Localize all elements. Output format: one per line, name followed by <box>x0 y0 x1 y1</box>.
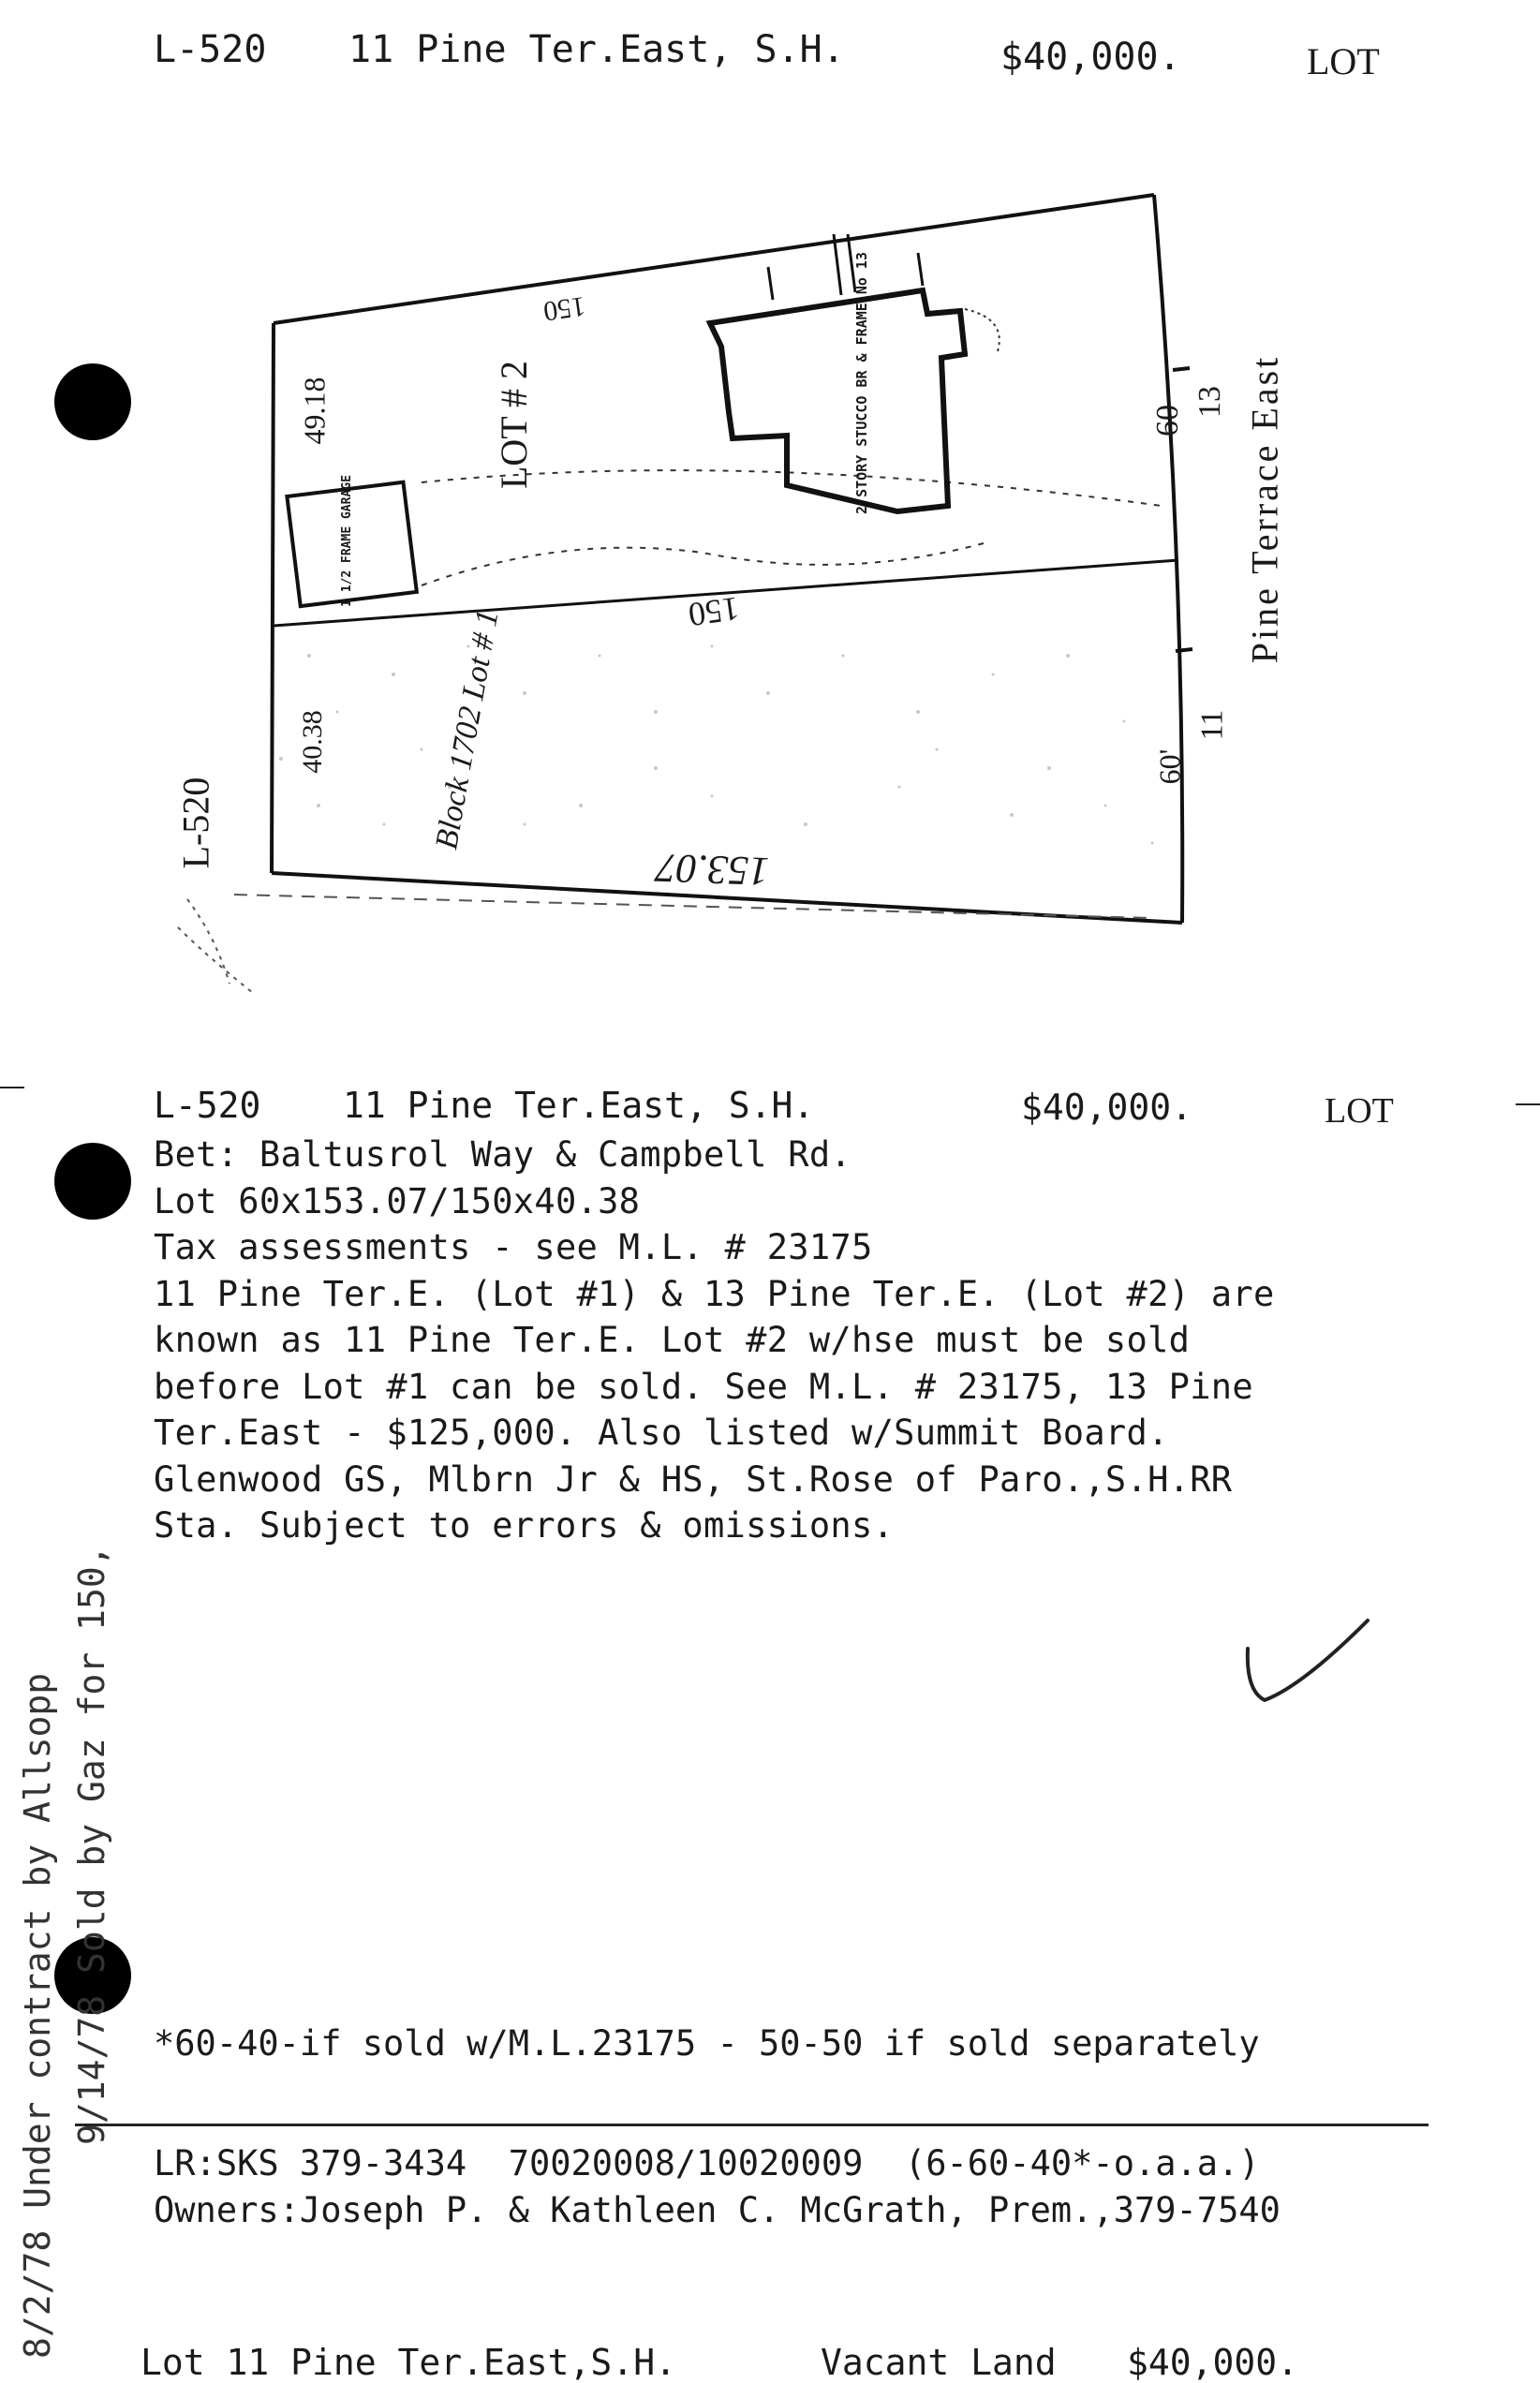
dim-mid: 150 <box>686 589 742 634</box>
detail-line: Ter.East - $125,000. Also listed w/Summit Board. <box>154 1413 1169 1453</box>
lot-1-shading <box>279 645 1154 845</box>
detail-line: Bet: Baltusrol Way & Campbell Rd. <box>154 1134 852 1175</box>
dim-lot1-left: 40.38 <box>296 710 328 774</box>
detail-line: Tax assessments - see M.L. # 23175 <box>154 1227 873 1267</box>
sold-note: 9/14/78 Sold by Gaz for 150, <box>71 1545 112 2145</box>
plot-plan-sketch <box>0 0 1540 1030</box>
detail-line: Sta. Subject to errors & omissions. <box>154 1505 895 1546</box>
lot-boundary <box>272 195 1182 923</box>
top-address: 11 Pine Ter.East, S.H. <box>348 28 845 71</box>
check-mark <box>1236 1611 1377 1733</box>
number-13: 13 <box>1192 386 1227 418</box>
garage-label: 1 1/2 FRAME GARAGE <box>339 475 354 607</box>
card-price: $40,000. <box>1021 1087 1193 1128</box>
detail-line: Glenwood GS, Mlbrn Jr & HS, St.Rose of Paro.,S.H.RR <box>154 1458 1233 1500</box>
card-listing-number: L-520 <box>154 1085 261 1126</box>
detail-line: before Lot #1 can be sold. See M.L. # 23175, 13 Pine <box>154 1366 1253 1407</box>
footer-type: Vacant Land <box>821 2342 1057 2383</box>
detail-line: Lot 60x153.07/150x40.38 <box>154 1180 641 1221</box>
top-listing-number: L-520 <box>154 28 267 71</box>
card-divider <box>75 2124 1429 2126</box>
punch-hole <box>54 1143 131 1220</box>
porch-arc <box>965 309 1000 351</box>
dim-bottom: 153.07 <box>655 844 770 895</box>
owners-line: Owners:Joseph P. & Kathleen C. McGrath, Prem.,379-7540 <box>154 2190 1281 2230</box>
top-price: $40,000. <box>1000 36 1181 79</box>
card-address: 11 Pine Ter.East, S.H. <box>343 1085 815 1126</box>
detail-line: 11 Pine Ter.E. (Lot #1) & 13 Pine Ter.E. (Lot #2) are <box>154 1273 1275 1314</box>
house-label: 2 STORY STUCCO BR & FRAME No 13 <box>852 252 870 514</box>
card-cut-tick <box>0 1087 24 1088</box>
number-11: 11 <box>1194 709 1230 741</box>
side-listing-label: L-520 <box>174 777 217 869</box>
footer-price: $40,000. <box>1127 2342 1299 2383</box>
top-type: LOT <box>1307 40 1380 82</box>
dim-top: 150 <box>540 290 588 327</box>
lr-line: LR:SKS 379-3434 70020008/10020009 (6-60-40*-o.a.a.) <box>154 2143 1260 2183</box>
under-contract-note: 8/2/78 Under contract by Allsopp <box>17 1672 58 2359</box>
card-type: LOT <box>1325 1091 1394 1131</box>
dim-lot2-left: 49.18 <box>297 377 332 445</box>
listing-details <box>154 1132 1275 1549</box>
street-label: Pine Terrace East <box>1243 354 1286 664</box>
lot2-label: LOT # 2 <box>493 360 536 490</box>
footer-lot: Lot 11 Pine Ter.East,S.H. <box>141 2342 676 2383</box>
lot1-label: Block 1702 Lot # 1 <box>429 607 506 852</box>
card-cut-tick <box>1516 1103 1540 1105</box>
dim-front-top: 60 <box>1150 405 1185 437</box>
house-outline <box>710 290 965 511</box>
detail-line: known as 11 Pine Ter.E. Lot #2 w/hse must be sold <box>154 1320 1191 1360</box>
commission-note: *60-40-if sold w/M.L.23175 - 50-50 if sold separately <box>154 2023 1260 2064</box>
dim-front-bottom: 60' <box>1152 748 1187 785</box>
